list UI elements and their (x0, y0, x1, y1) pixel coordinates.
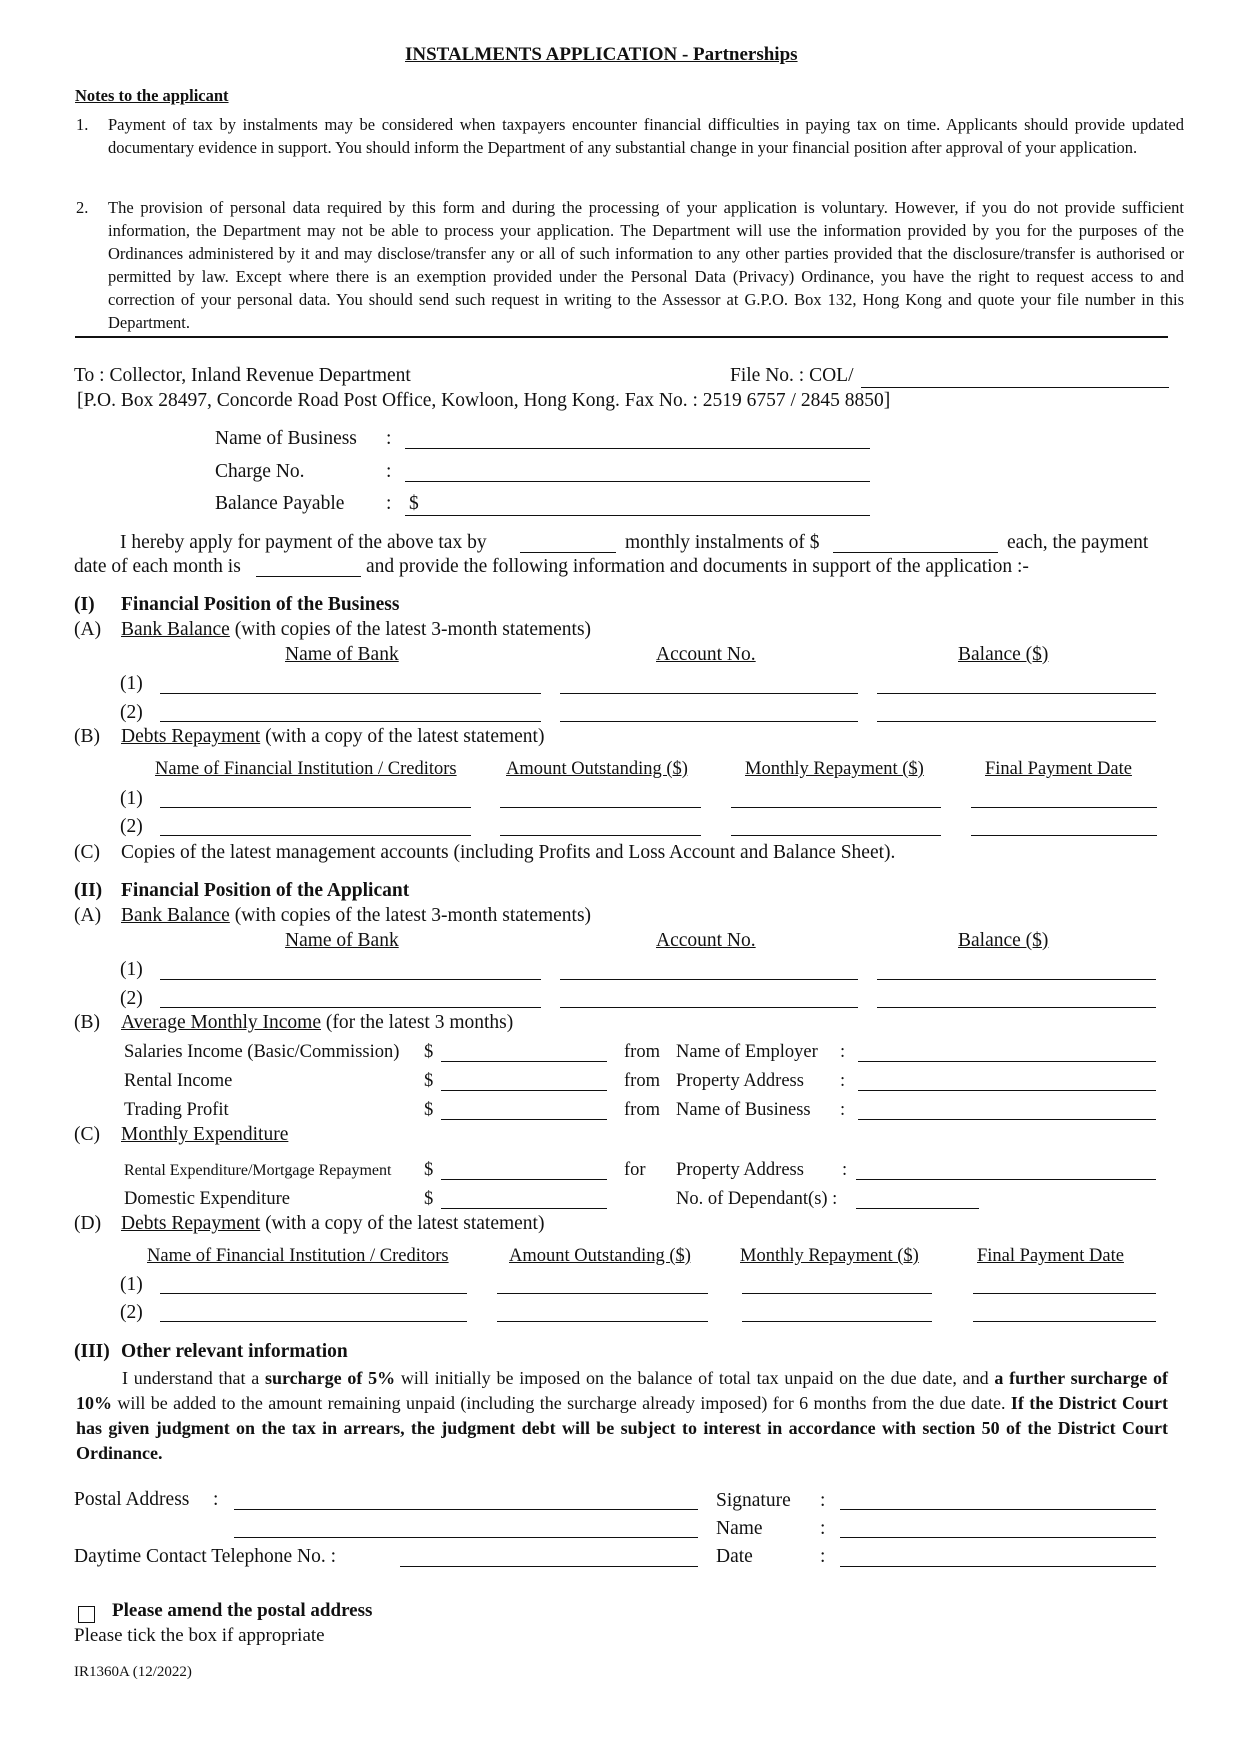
bank-name-field[interactable] (160, 1007, 541, 1008)
rental-expenditure-field[interactable] (441, 1179, 607, 1180)
source-label: Name of Employer (676, 1042, 818, 1062)
business-name-label: Name of Business (215, 428, 357, 449)
bank-balance-title: Bank Balance (121, 619, 230, 640)
column-header: Name of Bank (285, 644, 399, 665)
debts-title: Debts Repayment (121, 726, 261, 747)
income-title: Average Monthly Income (121, 1012, 321, 1033)
account-no-field[interactable] (560, 693, 858, 694)
currency-sign: $ (424, 1100, 434, 1120)
income-heading (121, 1012, 513, 1034)
salaries-income-field[interactable] (441, 1061, 607, 1062)
column-header: Balance ($) (958, 930, 1049, 951)
final-payment-date-field[interactable] (973, 1293, 1156, 1294)
application-text: each, the payment (1007, 532, 1149, 553)
row-number: (1) (120, 959, 143, 980)
income-label: Rental Income (124, 1071, 233, 1091)
colon: : (840, 1071, 846, 1091)
surcharge-declaration (76, 1366, 1168, 1466)
from-label: from (624, 1100, 660, 1120)
column-header: Amount Outstanding ($) (509, 1246, 691, 1266)
instalment-count-field[interactable] (520, 552, 616, 553)
debts-note: (with a copy of the latest statement) (265, 1213, 545, 1234)
note-text: Payment of tax by instalments may be considered when taxpayers encounter financial difficulties in paying tax on time. Applicants should provide updated documentary evidence in support. You should inform the Department of any substantial change in your financial position after approval of your application. (108, 115, 1184, 157)
expenditure-title: Monthly Expenditure (121, 1124, 289, 1145)
creditor-field[interactable] (160, 1293, 467, 1294)
income-label: Salaries Income (Basic/Commission) (124, 1042, 400, 1062)
name-field[interactable] (840, 1537, 1156, 1538)
colon: : (213, 1489, 219, 1510)
dependants-label: No. of Dependant(s) : (676, 1189, 838, 1209)
colon: : (842, 1160, 848, 1180)
row-number: (2) (120, 988, 143, 1009)
form-title: INSTALMENTS APPLICATION - Partnerships (405, 44, 798, 65)
declaration-text: will initially be imposed on the balance of total tax unpaid on the due date, and (395, 1368, 995, 1388)
column-header: Account No. (656, 644, 756, 665)
bank-name-field[interactable] (160, 721, 541, 722)
currency-sign: $ (409, 493, 419, 514)
expenditure-label: Rental Expenditure/Mortgage Repayment (124, 1162, 392, 1179)
subsection-number: (A) (74, 619, 102, 640)
domestic-expenditure-field[interactable] (441, 1208, 607, 1209)
instalment-amount-field[interactable] (833, 552, 998, 553)
debts-heading (121, 1213, 544, 1235)
employer-field[interactable] (858, 1061, 1156, 1062)
column-header: Monthly Repayment ($) (740, 1246, 919, 1266)
postal-address-field-line2[interactable] (234, 1537, 698, 1538)
signature-field[interactable] (840, 1509, 1156, 1510)
section-title: Other relevant information (121, 1341, 348, 1362)
expenditure-property-field[interactable] (856, 1179, 1156, 1180)
account-no-field[interactable] (560, 979, 858, 980)
balance-field[interactable] (877, 721, 1156, 722)
section-title: Financial Position of the Applicant (121, 880, 410, 901)
amount-outstanding-field[interactable] (500, 835, 701, 836)
creditor-field[interactable] (160, 835, 471, 836)
declaration-text: I understand that a (122, 1368, 265, 1388)
form-code: IR1360A (12/2022) (74, 1664, 192, 1680)
note-text: The provision of personal data required by this form and during the processing of your application is voluntary. However, if you do not provide sufficient information, the Department may not be able to process your application. The Department will use the information provided by you for the purposes of the Ordinances administered by it and may disclose/transfer any or all of such information to any other parties provided that the disclosure/transfer is authorised or permitted by law. Except where there is an exemption provided under the Personal Data (Privacy) Ordinance, you have the right to request access to and correction of your personal data. You should send such request in writing to the Assessor at G.P.O. Box 132, Hong Kong and quote your file number in this Department. (108, 198, 1184, 332)
property-address-field[interactable] (858, 1090, 1156, 1091)
bank-balance-note: (with copies of the latest 3-month statements) (234, 905, 592, 926)
notes-divider (75, 336, 1168, 338)
application-text: I hereby apply for payment of the above tax by (120, 532, 487, 553)
balance-field[interactable] (877, 979, 1156, 980)
income-label: Trading Profit (124, 1100, 229, 1120)
notes-heading: Notes to the applicant (75, 86, 229, 105)
bank-name-field[interactable] (160, 693, 541, 694)
for-label: for (624, 1160, 646, 1180)
colon: : (840, 1100, 846, 1120)
bank-name-field[interactable] (160, 979, 541, 980)
final-payment-date-field[interactable] (973, 1321, 1156, 1322)
declaration-bold: a further surcharge of 10% (76, 1368, 1169, 1413)
column-header: Name of Financial Institution / Creditors (147, 1246, 449, 1266)
final-payment-date-field[interactable] (971, 835, 1157, 836)
rental-income-field[interactable] (441, 1090, 607, 1091)
postal-address-field[interactable] (234, 1509, 698, 1510)
monthly-repayment-field[interactable] (742, 1321, 932, 1322)
balance-payable-label: Balance Payable (215, 493, 345, 514)
amend-address-label: Please amend the postal address (112, 1600, 373, 1621)
row-number: (2) (120, 702, 143, 723)
currency-sign: $ (424, 1160, 434, 1180)
name-label: Name (716, 1518, 763, 1539)
application-text: and provide the following information and documents in support of the application :- (366, 556, 1029, 577)
column-header: Name of Financial Institution / Creditors (155, 759, 457, 779)
section-number: (II) (74, 880, 103, 901)
column-header: Account No. (656, 930, 756, 951)
currency-sign: $ (424, 1042, 434, 1062)
monthly-repayment-field[interactable] (731, 835, 941, 836)
note-number: 1. (76, 115, 89, 134)
date-field[interactable] (840, 1566, 1156, 1567)
colon: : (820, 1518, 826, 1539)
declaration-bold: surcharge of 5% (265, 1368, 396, 1388)
recipient: To : Collector, Inland Revenue Department (74, 365, 411, 386)
charge-no-field[interactable] (405, 481, 870, 482)
postal-address-label: Postal Address (74, 1489, 190, 1510)
source-label: Property Address (676, 1071, 804, 1091)
column-header: Balance ($) (958, 644, 1049, 665)
subsection-number: (D) (74, 1213, 102, 1234)
amount-outstanding-field[interactable] (500, 807, 701, 808)
charge-no-label: Charge No. (215, 461, 305, 482)
declaration-text: will be added to the amount remaining unpaid (including the surcharge already imposed) for 6 months from the due date. (112, 1393, 1011, 1413)
row-number: (2) (120, 816, 143, 837)
row-number: (1) (120, 788, 143, 809)
dependants-field[interactable] (856, 1208, 979, 1209)
bank-balance-heading (121, 905, 591, 927)
account-no-field[interactable] (560, 721, 858, 722)
colon: : (820, 1546, 826, 1567)
amend-address-hint: Please tick the box if appropriate (74, 1625, 325, 1646)
column-header: Amount Outstanding ($) (506, 759, 688, 779)
subsection-number: (B) (74, 726, 100, 747)
colon: : (820, 1490, 826, 1511)
trading-profit-field[interactable] (441, 1119, 607, 1120)
file-no-field[interactable] (861, 387, 1169, 388)
creditor-field[interactable] (160, 1321, 467, 1322)
department-address: [P.O. Box 28497, Concorde Road Post Office, Kowloon, Hong Kong. Fax No. : 2519 6757 / 2845 8850] (77, 390, 891, 411)
column-header: Final Payment Date (977, 1246, 1124, 1266)
colon: : (386, 461, 392, 482)
column-header: Name of Bank (285, 930, 399, 951)
note-number: 2. (76, 198, 89, 217)
subsection-number: (A) (74, 905, 102, 926)
declaration-bold: If the District Court has given judgment on the tax in arrears, the judgment debt will be subject to interest in accordance with section 50 of the District Court Ordinance. (76, 1393, 1168, 1463)
source-label: Name of Business (676, 1100, 811, 1120)
row-number: (1) (120, 1274, 143, 1295)
column-header: Final Payment Date (985, 759, 1132, 779)
colon: : (840, 1042, 846, 1062)
account-no-field[interactable] (560, 1007, 858, 1008)
section-number: (I) (74, 594, 95, 615)
colon: : (386, 428, 392, 449)
expenditure-label: Domestic Expenditure (124, 1189, 290, 1209)
business-name-field[interactable] (405, 448, 870, 449)
balance-field[interactable] (877, 1007, 1156, 1008)
currency-sign: $ (424, 1189, 434, 1209)
bank-balance-heading (121, 619, 591, 641)
colon: : (386, 493, 392, 514)
from-label: from (624, 1071, 660, 1091)
section-title: Financial Position of the Business (121, 594, 400, 615)
amend-address-checkbox[interactable] (78, 1606, 95, 1623)
creditor-field[interactable] (160, 807, 471, 808)
section-number: (III) (74, 1341, 110, 1362)
monthly-repayment-field[interactable] (742, 1293, 932, 1294)
application-text: monthly instalments of $ (625, 532, 820, 553)
application-text: date of each month is (74, 556, 241, 577)
monthly-repayment-field[interactable] (731, 807, 941, 808)
date-label: Date (716, 1546, 753, 1567)
balance-payable-field[interactable] (405, 515, 870, 516)
telephone-field[interactable] (400, 1566, 698, 1567)
row-number: (1) (120, 673, 143, 694)
signature-label: Signature (716, 1490, 791, 1511)
debts-heading (121, 726, 544, 748)
amount-outstanding-field[interactable] (497, 1293, 708, 1294)
income-note: (for the latest 3 months) (325, 1012, 514, 1033)
file-no-label: File No. : COL/ (730, 365, 854, 386)
debts-title: Debts Repayment (121, 1213, 261, 1234)
management-accounts-text: Copies of the latest management accounts (including Profits and Loss Account and Balance Sheet). (121, 842, 896, 863)
currency-sign: $ (424, 1071, 434, 1091)
bank-balance-title: Bank Balance (121, 905, 230, 926)
subsection-number: (C) (74, 1124, 100, 1145)
debts-note: (with a copy of the latest statement) (265, 726, 545, 747)
bank-balance-note: (with copies of the latest 3-month statements) (234, 619, 592, 640)
final-payment-date-field[interactable] (971, 807, 1157, 808)
payment-date-field[interactable] (256, 576, 361, 577)
from-label: from (624, 1042, 660, 1062)
subsection-number: (C) (74, 842, 100, 863)
row-number: (2) (120, 1302, 143, 1323)
telephone-label: Daytime Contact Telephone No. : (74, 1546, 337, 1567)
subsection-number: (B) (74, 1012, 100, 1033)
property-address-label: Property Address (676, 1160, 804, 1180)
column-header: Monthly Repayment ($) (745, 759, 924, 779)
balance-field[interactable] (877, 693, 1156, 694)
amount-outstanding-field[interactable] (497, 1321, 708, 1322)
business-name-income-field[interactable] (858, 1119, 1156, 1120)
